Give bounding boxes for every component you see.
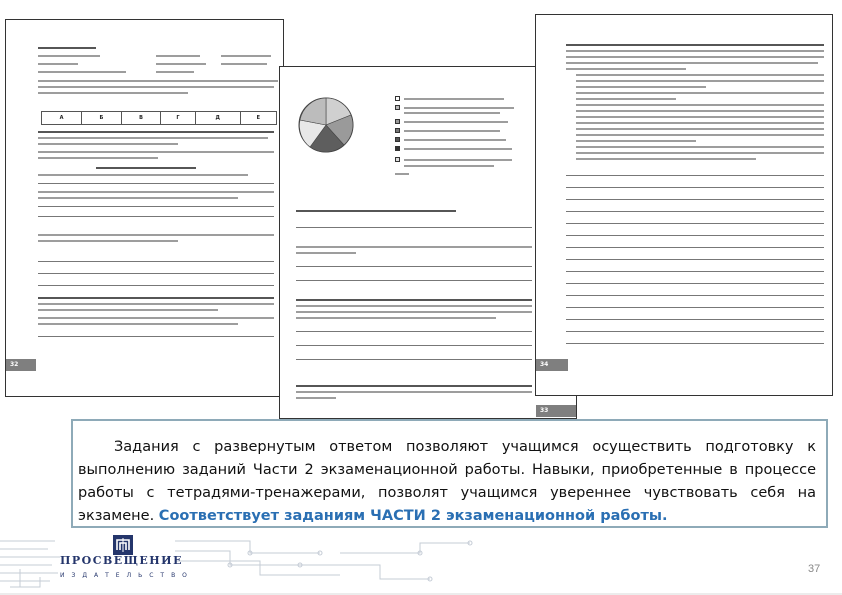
slide-number: 37 [808, 563, 821, 575]
page-number-right: 34 [536, 359, 568, 371]
workbook-page-left [5, 19, 284, 397]
answer-cell: Д [195, 112, 240, 125]
caption-text [78, 436, 816, 528]
publisher-name: ПРОСВЕЩЕНИЕ [60, 554, 183, 567]
answer-table [41, 111, 277, 125]
answer-cell: Г [161, 112, 195, 125]
pie-chart-figure [296, 95, 356, 155]
caption-body: Задания с развернутым ответом позволяют учащимся осуществить подготовку к выполнению заданий Части 2 экзаменационной работы. Навыки, приобретенные в процессе работы с тетрадями-тренажерами, позволят учащимся увереннее чувствовать себя на экзамене. [78, 439, 816, 524]
publisher-subtitle: ИЗДАТЕЛЬСТВО [60, 572, 194, 579]
publisher-logo-icon [113, 535, 133, 555]
page-number-middle: 33 [536, 405, 576, 417]
answer-cell: А [42, 112, 82, 125]
answer-cell: Б [82, 112, 122, 125]
caption-box [71, 419, 828, 528]
page-number-left: 32 [6, 359, 36, 371]
caption-highlight: Соответствует заданиям ЧАСТИ 2 экзаменационной работы. [158, 508, 668, 524]
answer-cell: Е [240, 112, 276, 125]
workbook-page-middle [279, 66, 577, 419]
workbook-page-right [535, 14, 833, 396]
answer-cell: В [121, 112, 161, 125]
